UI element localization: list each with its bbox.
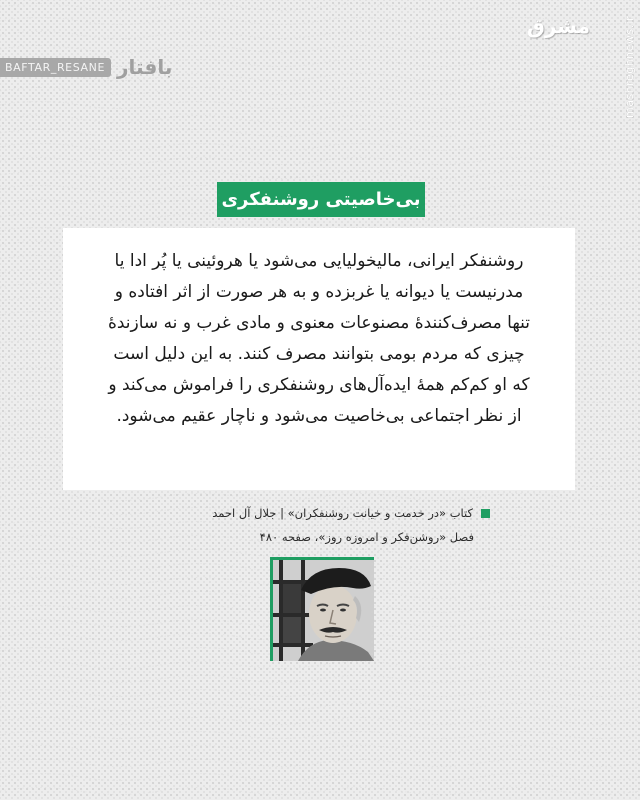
citation-line-chapter <box>150 527 490 547</box>
square-bullet-icon <box>481 509 490 518</box>
site-watermark-url: mashreghnews.ir <box>623 15 636 118</box>
citation-line-book <box>150 503 490 523</box>
page-title: بی‌خاصیتی روشنفکری <box>221 189 421 210</box>
title-banner <box>217 182 425 217</box>
brand-logo: بافتار <box>117 55 173 79</box>
author-portrait <box>270 557 374 661</box>
site-watermark-logo: مشرق <box>526 14 590 38</box>
brand-handle: BAFTAR_RESANE <box>0 58 111 77</box>
brand-badge <box>0 57 172 77</box>
portrait-illustration-icon <box>273 560 374 661</box>
quote-box <box>63 228 575 490</box>
citation-chapter-text: فصل «روشن‌فکر و امروزه روز»، صفحه ۴۸۰ <box>259 530 474 544</box>
quote-text: روشنفکر ایرانی، مالیخولیایی می‌شود یا هروئینی یا پُر ادا یا مدرنیست یا دیوانه یا غربزده و به هر صورت از اثر افتاده و تنها مصرف‌کنندهٔ مصنوعات معنوی و مادی غرب و نه سازندهٔ چیزی که مردم بومی بتوانند مصرف کنند. به این دلیل است که او کم‌کم همهٔ ایده‌آل‌های روشنفکری را فراموش می‌کند و از نظر اجتماعی بی‌خاصیت می‌شود و ناچار عقیم می‌شود. <box>107 251 531 426</box>
citation-book-text: کتاب «در خدمت و خیانت روشنفکران» | جلال آل احمد <box>212 506 473 520</box>
portrait-image <box>273 560 374 661</box>
citation <box>150 503 490 547</box>
